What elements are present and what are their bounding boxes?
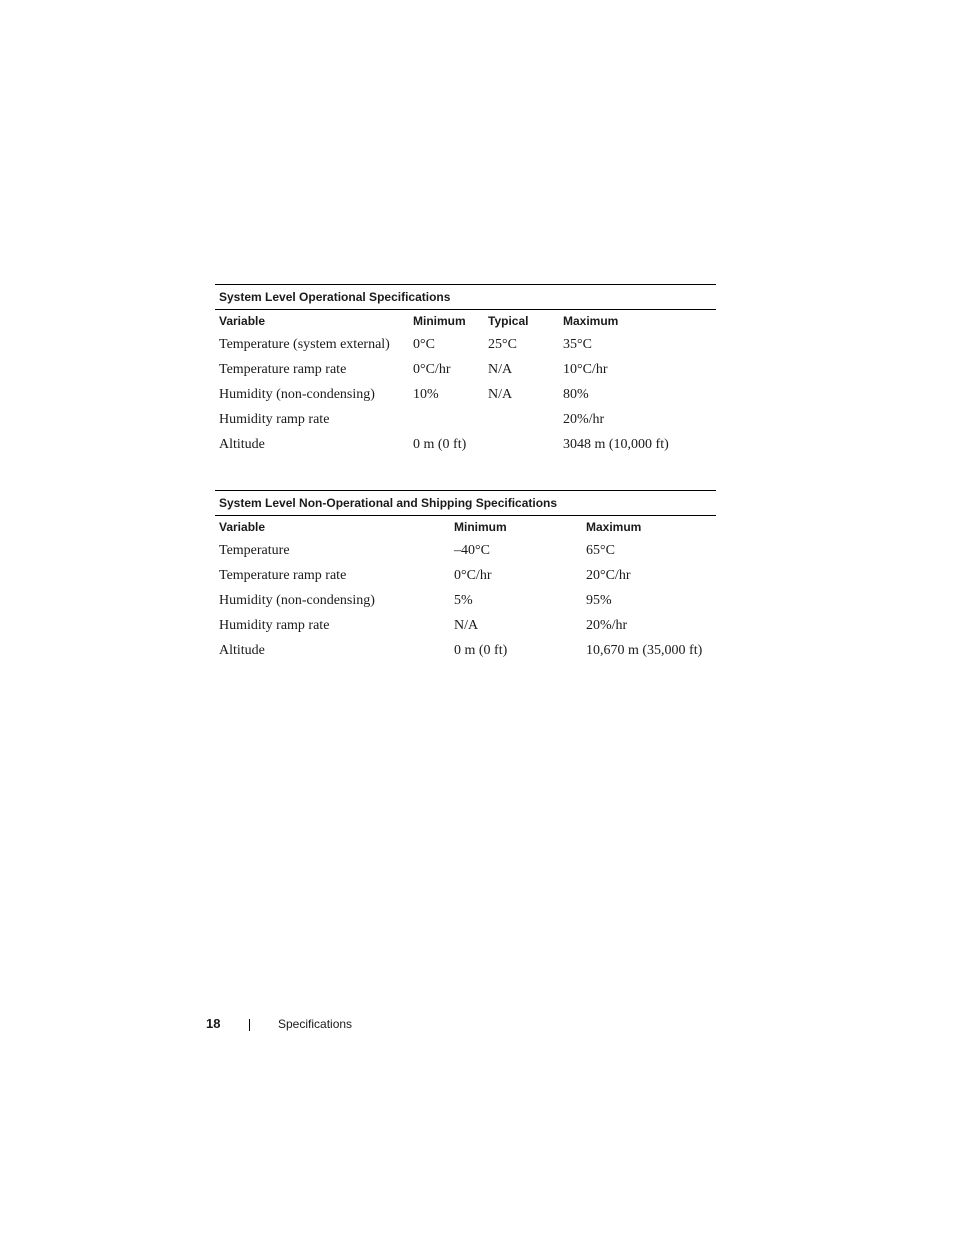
nonoperational-table-title: System Level Non-Operational and Shipping Specifications — [215, 490, 716, 516]
cell-maximum: 80% — [563, 387, 589, 402]
column-header-typical: Typical — [488, 314, 529, 328]
cell-maximum: 20°C/hr — [586, 568, 631, 583]
cell-variable: Temperature (system external) — [219, 337, 390, 352]
nonoperational-specs-table — [215, 490, 716, 664]
cell-variable: Humidity ramp rate — [219, 618, 330, 633]
cell-typical: 25°C — [488, 337, 517, 352]
table-row — [215, 433, 716, 458]
cell-maximum: 65°C — [586, 543, 615, 558]
cell-variable: Humidity ramp rate — [219, 412, 330, 427]
column-header-variable: Variable — [219, 520, 266, 534]
column-header-minimum: Minimum — [413, 314, 466, 328]
cell-variable: Humidity (non-condensing) — [219, 387, 375, 402]
cell-maximum: 20%/hr — [563, 412, 605, 427]
cell-variable: Altitude — [219, 643, 265, 658]
cell-minimum: N/A — [454, 618, 479, 633]
cell-variable: Temperature — [219, 543, 290, 558]
table-row — [215, 408, 716, 433]
cell-minimum: 0°C/hr — [413, 362, 451, 377]
cell-minimum: 5% — [454, 593, 473, 608]
table-row — [215, 564, 716, 589]
operational-specs-table — [215, 284, 716, 458]
cell-maximum: 3048 m (10,000 ft) — [563, 437, 669, 452]
footer-separator — [249, 1019, 250, 1031]
cell-minimum: 0°C/hr — [454, 568, 492, 583]
cell-maximum: 35°C — [563, 337, 592, 352]
cell-variable: Temperature ramp rate — [219, 362, 347, 377]
cell-maximum: 20%/hr — [586, 618, 628, 633]
cell-variable: Temperature ramp rate — [219, 568, 347, 583]
cell-typical: N/A — [488, 362, 513, 377]
table-row — [215, 639, 716, 664]
table-row — [215, 614, 716, 639]
cell-variable: Altitude — [219, 437, 265, 452]
operational-table-title: System Level Operational Specifications — [215, 284, 716, 310]
column-header-variable: Variable — [219, 314, 266, 328]
cell-minimum: 10% — [413, 387, 439, 402]
cell-minimum: 0°C — [413, 337, 435, 352]
cell-minimum: –40°C — [454, 543, 490, 558]
table-row — [215, 383, 716, 408]
cell-maximum: 10,670 m (35,000 ft) — [586, 643, 703, 658]
cell-variable: Humidity (non-condensing) — [219, 593, 375, 608]
cell-typical: N/A — [488, 387, 513, 402]
table-row — [215, 539, 716, 564]
column-header-maximum: Maximum — [586, 520, 642, 534]
table-row — [215, 358, 716, 383]
footer-section-name: Specifications — [278, 1017, 353, 1031]
table-row — [215, 589, 716, 614]
table-header-row — [215, 516, 716, 539]
cell-maximum: 10°C/hr — [563, 362, 608, 377]
table-header-row — [215, 310, 716, 333]
column-header-maximum: Maximum — [563, 314, 619, 328]
page-number: 18 — [206, 1016, 221, 1031]
column-header-minimum: Minimum — [454, 520, 507, 534]
cell-maximum: 95% — [586, 593, 612, 608]
cell-minimum: 0 m (0 ft) — [454, 643, 508, 658]
table-row — [215, 333, 716, 358]
cell-minimum: 0 m (0 ft) — [413, 437, 467, 452]
